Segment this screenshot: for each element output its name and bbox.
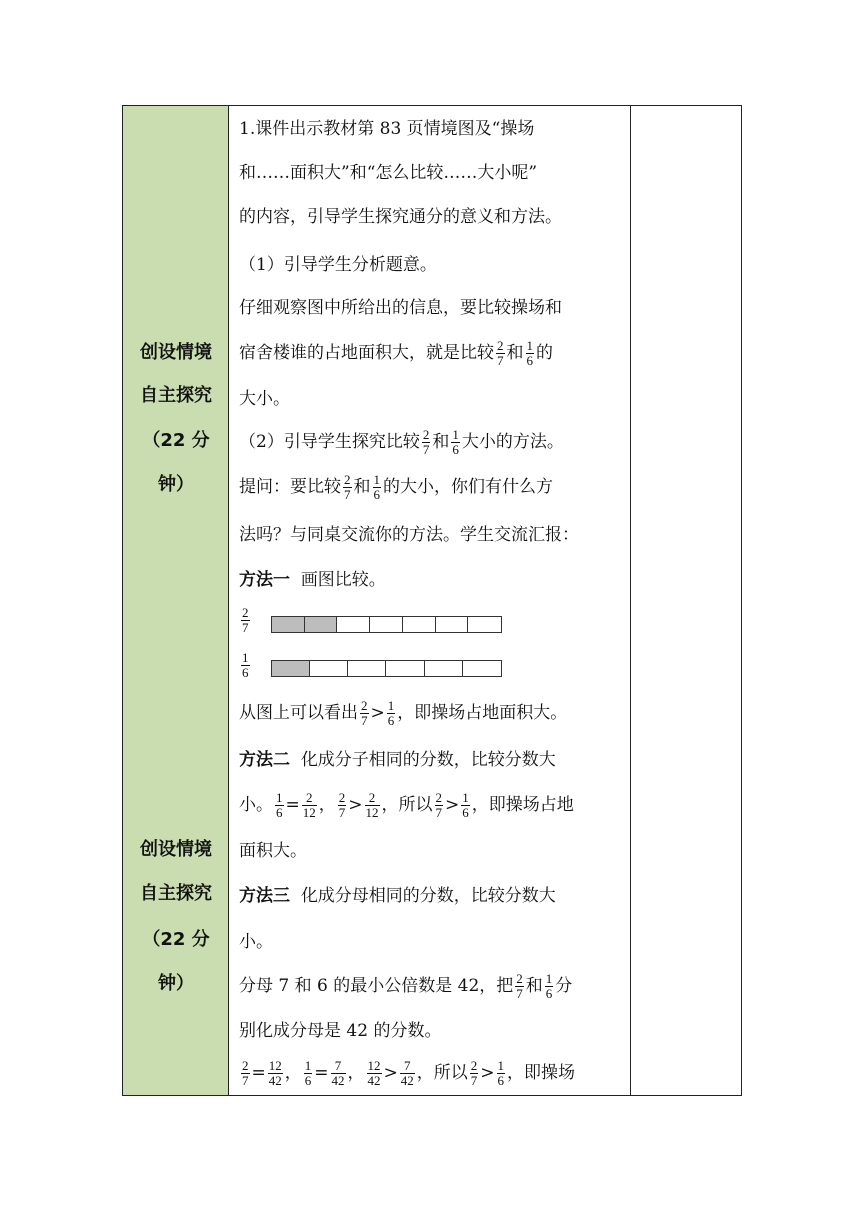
- shaded-part: [305, 617, 338, 632]
- lesson-table: [122, 105, 742, 1096]
- fraction: $\frac{1}{6}$: [242, 650, 249, 680]
- fraction: $\frac{7}{42}$: [400, 1058, 414, 1088]
- stage-label-repeat-line4: 钟）: [158, 973, 194, 994]
- fraction: $\frac{2}{12}$: [302, 790, 316, 820]
- fraction: $\frac{2}{7}$: [516, 971, 523, 1001]
- fraction: $\frac{1}{6}$: [497, 1058, 504, 1088]
- fraction: $\frac{2}{7}$: [338, 790, 346, 820]
- method-heading: 方法二 化成分子相同的分数，比较分数大: [239, 750, 556, 770]
- shaded-part: [272, 661, 310, 676]
- fraction: $\frac{2}{7}$: [435, 790, 442, 820]
- stage-label-line2: 自主探究: [140, 385, 212, 406]
- fraction: $\frac{1}{6}$: [545, 971, 553, 1001]
- text-line: 提问：要比较 $\frac{2}{7}$ 和 $\frac{1}{6}$ 的大小，你们有什么方: [239, 472, 553, 502]
- text-line: 分母 7 和 6 的最小公倍数是 42，把 $\frac{2}{7}$ 和 $\frac{1}{6}$ 分: [239, 971, 573, 1001]
- unshaded-part: [386, 661, 424, 676]
- fraction: $\frac{1}{6}$: [304, 1058, 312, 1088]
- unshaded-part: [436, 617, 469, 632]
- text-line: 别化成分母是 42 的分数。: [239, 1021, 442, 1041]
- stage-label-repeat-line1: 创设情境: [140, 839, 212, 860]
- shaded-part: [272, 617, 305, 632]
- unshaded-part: [370, 617, 403, 632]
- text-line: 仔细观察图中所给出的信息，要比较操场和: [239, 298, 562, 318]
- fraction: $\frac{2}{7}$: [361, 698, 368, 728]
- text-line: 的内容，引导学生探究通分的意义和方法。: [239, 207, 562, 227]
- fraction: $\frac{1}{6}$: [452, 427, 459, 457]
- method-heading: 方法一 画图比较。: [239, 570, 386, 590]
- unshaded-part: [403, 617, 436, 632]
- text-line: $\frac{2}{7}$ = $\frac{12}{42}$ ， $\frac{1}{6}$ = $\frac{7}{42}$ ， $\frac{12}{42}$ > $\frac{7}{42}$ ，所以 $\frac{2}{7}$ > $\frac{1}{6}$ ，即操场: [242, 1058, 575, 1088]
- method-heading: 方法三 化成分母相同的分数，比较分数大: [239, 886, 556, 906]
- fraction: $\frac{2}{7}$: [497, 338, 504, 368]
- fraction: $\frac{2}{7}$: [242, 605, 249, 635]
- fraction: $\frac{2}{7}$: [242, 1058, 249, 1088]
- fraction-bar-2-7: [271, 616, 502, 633]
- unshaded-part: [337, 617, 370, 632]
- fraction: $\frac{2}{7}$: [422, 427, 430, 457]
- text-line: 大小。: [239, 389, 290, 409]
- fraction: $\frac{12}{42}$: [268, 1058, 282, 1088]
- step-heading: （1）引导学生分析题意。: [239, 255, 437, 275]
- unshaded-part: [348, 661, 386, 676]
- fraction: $\frac{2}{7}$: [470, 1058, 478, 1088]
- fraction-bar-1-6: [271, 660, 502, 677]
- text-line: 从图上可以看出 $\frac{2}{7}$ > $\frac{1}{6}$ ，即操场占地面积大。: [239, 698, 568, 728]
- fraction: $\frac{1}{6}$: [373, 472, 380, 502]
- unshaded-part: [425, 661, 463, 676]
- fraction: $\frac{12}{42}$: [367, 1058, 381, 1088]
- unshaded-part: [468, 617, 501, 632]
- stage-label-line3: （22 分: [142, 430, 210, 451]
- stage-label-repeat-line3: （22 分: [142, 929, 210, 950]
- notes-column-divider: [630, 106, 631, 1095]
- text-line: 1.课件出示教材第 83 页情境图及“操场: [239, 119, 535, 139]
- stage-label-line4: 钟）: [158, 474, 194, 495]
- stage-label-line1: 创设情境: [140, 342, 212, 363]
- fraction-label: [239, 606, 252, 635]
- text-line: 法吗？与同桌交流你的方法。学生交流汇报：: [239, 525, 579, 545]
- fraction: $\frac{2}{12}$: [365, 790, 379, 820]
- fraction: $\frac{1}{6}$: [276, 790, 283, 820]
- fraction: $\frac{1}{6}$: [526, 338, 533, 368]
- text-line: 小。 $\frac{1}{6}$ = $\frac{2}{12}$ ， $\frac{2}{7}$ > $\frac{2}{12}$ ，所以 $\frac{2}{7}$ > $\frac{1}{6}$ ，即操场占地: [239, 790, 574, 820]
- unshaded-part: [310, 661, 348, 676]
- text-line: 和……面积大”和“怎么比较……大小呢”: [239, 163, 538, 183]
- text-line: 小。: [239, 932, 273, 952]
- fraction: $\frac{1}{6}$: [462, 790, 469, 820]
- text-line: 宿舍楼谁的占地面积大，就是比较 $\frac{2}{7}$ 和 $\frac{1}{6}$ 的: [239, 338, 553, 368]
- fraction: $\frac{1}{6}$: [387, 698, 395, 728]
- fraction: $\frac{7}{42}$: [331, 1058, 345, 1088]
- stage-label-column: [123, 106, 229, 1095]
- text-line: 面积大。: [239, 841, 307, 861]
- fraction-label: [239, 651, 252, 680]
- unshaded-part: [463, 661, 501, 676]
- fraction: $\frac{2}{7}$: [344, 472, 351, 502]
- step-heading: （2）引导学生探究比较 $\frac{2}{7}$ 和 $\frac{1}{6}$ 大小的方法。: [239, 427, 564, 457]
- stage-label-repeat-line2: 自主探究: [140, 883, 212, 904]
